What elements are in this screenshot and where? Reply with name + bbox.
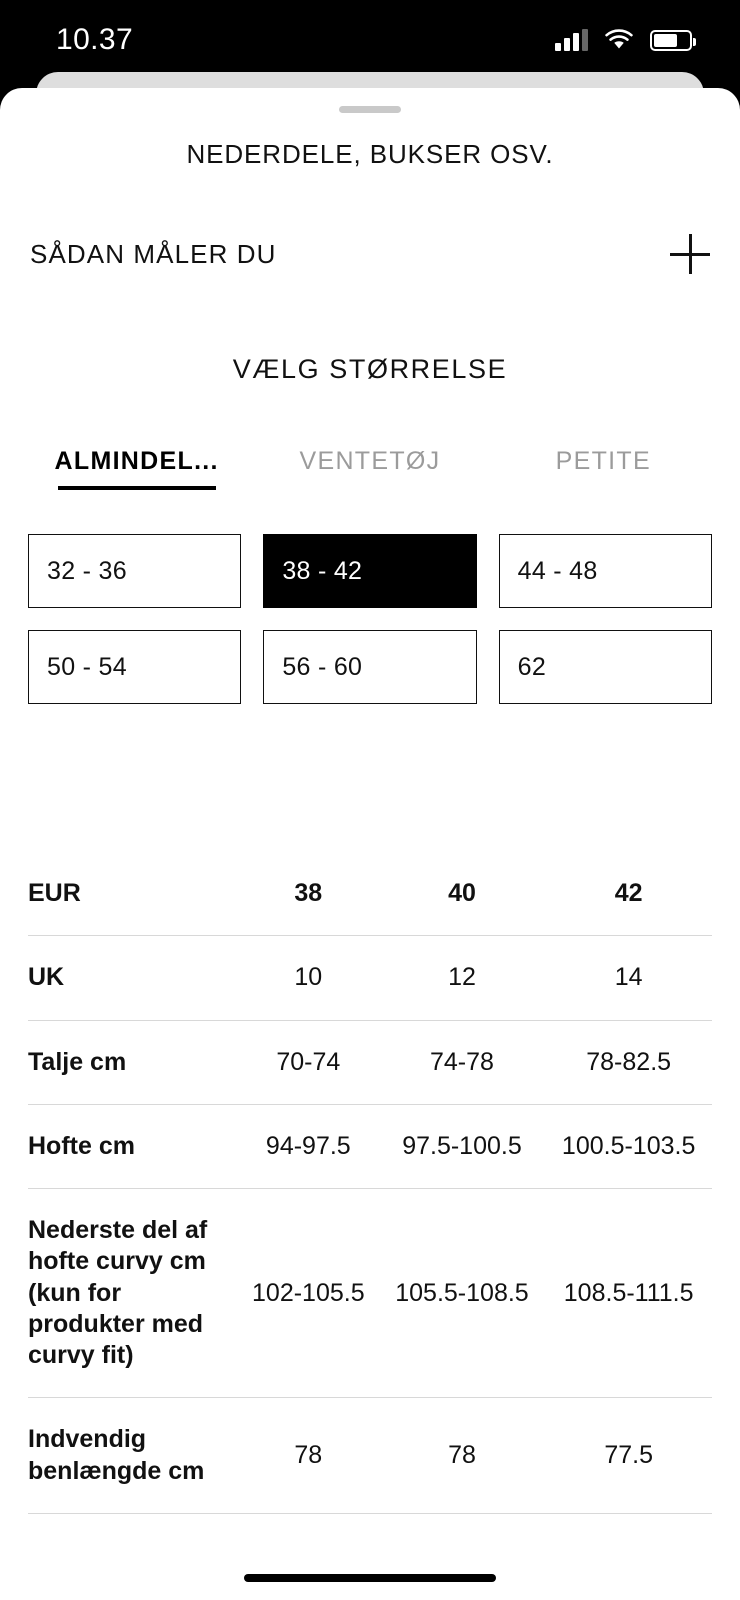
sheet-grabber[interactable] bbox=[339, 106, 401, 113]
size-option[interactable]: 32 - 36 bbox=[28, 534, 241, 608]
table-header-cell: 40 bbox=[379, 852, 546, 936]
size-guide-sheet bbox=[0, 88, 740, 1600]
plus-icon[interactable] bbox=[670, 234, 710, 274]
wifi-icon bbox=[604, 29, 634, 51]
table-header-cell: 38 bbox=[238, 852, 379, 936]
battery-icon bbox=[650, 30, 692, 51]
size-option[interactable]: 56 - 60 bbox=[263, 630, 476, 704]
row-label: Indvendig benlængde cm bbox=[28, 1398, 238, 1514]
table-header-row bbox=[28, 852, 712, 936]
cellular-bars-icon bbox=[555, 29, 588, 51]
size-option[interactable]: 44 - 48 bbox=[499, 534, 712, 608]
size-type-tabs bbox=[0, 447, 740, 490]
how-to-measure-label: SÅDAN MÅLER DU bbox=[30, 238, 277, 269]
how-to-measure-row[interactable] bbox=[0, 232, 740, 276]
tab-almindelig-label: ALMINDEL... bbox=[54, 447, 219, 475]
size-option-selected[interactable]: 38 - 42 bbox=[263, 534, 476, 608]
row-value: 97.5-100.5 bbox=[379, 1104, 546, 1188]
row-value: 12 bbox=[379, 936, 546, 1020]
size-range-grid bbox=[0, 534, 740, 704]
status-bar bbox=[0, 0, 740, 80]
row-value: 14 bbox=[545, 936, 712, 1020]
row-label: Talje cm bbox=[28, 1020, 238, 1104]
tab-ventetoj[interactable] bbox=[253, 447, 486, 490]
table-header-cell: 42 bbox=[545, 852, 712, 936]
home-indicator[interactable] bbox=[244, 1574, 496, 1582]
row-value: 78 bbox=[238, 1398, 379, 1514]
tab-ventetoj-label: VENTETØJ bbox=[299, 447, 441, 475]
row-label: Nederste del af hofte curvy cm (kun for produkter med curvy fit) bbox=[28, 1189, 238, 1398]
row-value: 10 bbox=[238, 936, 379, 1020]
row-label: UK bbox=[28, 936, 238, 1020]
size-chart-table bbox=[0, 852, 740, 1514]
row-value: 94-97.5 bbox=[238, 1104, 379, 1188]
size-option[interactable]: 62 bbox=[499, 630, 712, 704]
row-value: 77.5 bbox=[545, 1398, 712, 1514]
tab-petite[interactable] bbox=[487, 447, 720, 490]
table-row bbox=[28, 936, 712, 1020]
size-option[interactable]: 50 - 54 bbox=[28, 630, 241, 704]
row-value: 105.5-108.5 bbox=[379, 1189, 546, 1398]
row-value: 74-78 bbox=[379, 1020, 546, 1104]
status-icons bbox=[555, 29, 692, 51]
row-value: 102-105.5 bbox=[238, 1189, 379, 1398]
tab-petite-label: PETITE bbox=[555, 447, 651, 475]
sheet-title: NEDERDELE, BUKSER OSV. bbox=[186, 139, 554, 169]
row-value: 78 bbox=[379, 1398, 546, 1514]
table-row bbox=[28, 1104, 712, 1188]
table-row bbox=[28, 1398, 712, 1514]
row-value: 108.5-111.5 bbox=[545, 1189, 712, 1398]
row-value: 70-74 bbox=[238, 1020, 379, 1104]
tab-almindelig[interactable] bbox=[20, 447, 253, 490]
row-value: 78-82.5 bbox=[545, 1020, 712, 1104]
row-label: Hofte cm bbox=[28, 1104, 238, 1188]
table-row bbox=[28, 1189, 712, 1398]
status-time: 10.37 bbox=[56, 23, 134, 56]
select-size-title: VÆLG STØRRELSE bbox=[232, 354, 508, 384]
table-row bbox=[28, 1020, 712, 1104]
table-header-cell: EUR bbox=[28, 852, 238, 936]
row-value: 100.5-103.5 bbox=[545, 1104, 712, 1188]
